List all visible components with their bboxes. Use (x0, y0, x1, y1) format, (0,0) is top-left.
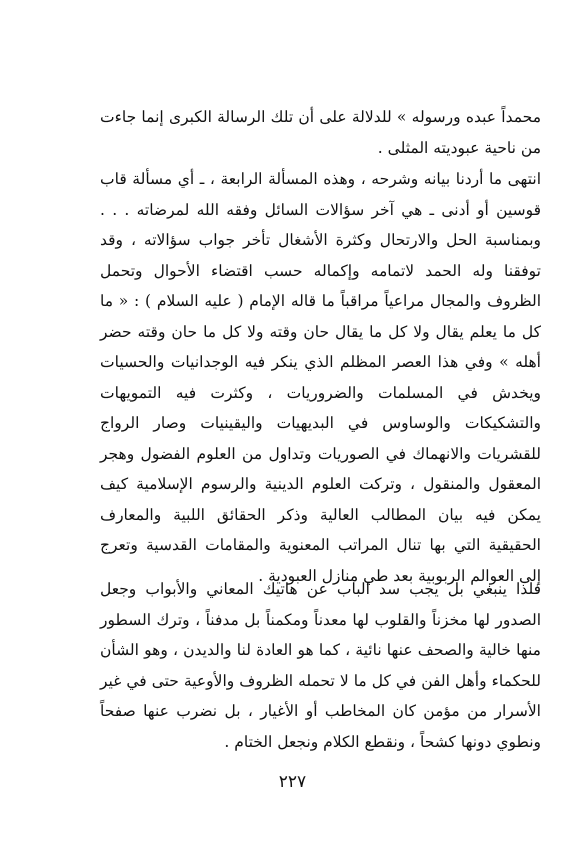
paragraph-3: فلذا ينبغي بل يجب سد الباب عن هاتيك المعاني والأبواب وجعل الصدور لها مخزناً والقلوب لها معدناً ومكمناً بل مدفناً ، وترك السطور منها خالية والصحف عنها نائية ، كما هو العادة لنا والديدن ، وهو الشأن للحكماء وأهل الفن في كل ما لا تحمله الظروف والأوعية حتى في غير الأسرار من مؤمن كان المخاطب أو الأغيار ، بل نضرب عنها صفحاً ونطوي دونها كشحاً ، ونقطع الكلام ونجعل الختام . (100, 580, 541, 751)
body-text-block-3 (100, 574, 541, 757)
body-text-block-1 (100, 102, 541, 163)
paragraph-2: انتهى ما أردنا بيانه وشرحه ، وهذه المسألة الرابعة ، ـ أي مسألة قاب قوسين أو أدنى ـ هي آخر سؤالات السائل وفقه الله لمرضاته . . . وبمناسبة الحل والارتحال وكثرة الأشغال تأخر جواب سؤالاته ، وقد توفقنا وله الحمد لاتمامه وإكماله حسب اقتضاء الأحوال وتحمل الظروف والمجال مراعياً مراقباً ما قاله الإمام ( عليه السلام ) : « ما كل ما يعلم يقال ولا كل ما يقال حان وقته ولا كل ما حان وقته حضر أهله » وفي هذا العصر المظلم الذي ينكر فيه الوجدانيات والحسيات ويخدش في المسلمات والضروريات ، وكثرت فيه التمويهات والتشكيكات والوساوس في البديهيات واليقينيات وصار الرواج للقشريات والانهماك في الصوريات وتداول من العلوم الفضول وهجر المعقول والمنقول ، وتركت العلوم الدينية والرسوم الإسلامية كيف يمكن فيه بيان المطالب العالية وذكر الحقائق اللبية والمعارف الحقيقية التي بها تنال المراتب المعنوية والمقامات القدسية وتعرج إلى العوالم الربوبية بعد طي منازل العبودية . (100, 170, 541, 585)
page-number: ٢٢٧ (278, 772, 307, 792)
body-text-block-2 (100, 164, 541, 591)
paragraph-1: محمداً عبده ورسوله » للدلالة على أن تلك الرسالة الكبرى إنما جاءت من ناحية عبوديته المثلى . (100, 108, 541, 157)
